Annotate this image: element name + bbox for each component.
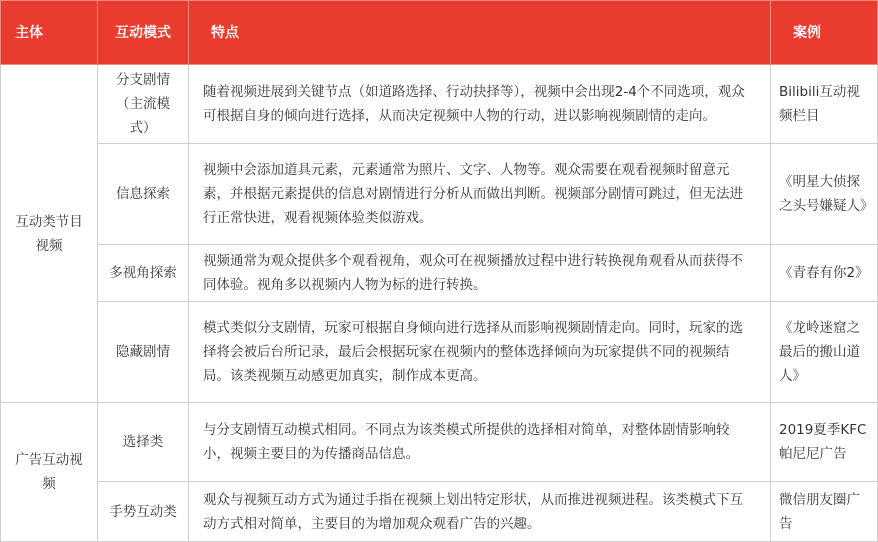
mode-cell: 多视角探索	[98, 245, 189, 302]
mode-cell: 分支剧情（主流模式）	[98, 65, 189, 144]
case-cell: 《明星大侦探之头号嫌疑人》	[771, 144, 878, 245]
case-cell: 《青春有你2》	[771, 245, 878, 302]
feature-cell: 与分支剧情互动模式相同。不同点为该类模式所提供的选择相对简单，对整体剧情影响较小，视频主要目的为传播商品信息。	[189, 403, 771, 482]
case-cell: Bilibili互动视频栏目	[771, 65, 878, 144]
table-row	[1, 482, 878, 542]
mode-cell: 信息探索	[98, 144, 189, 245]
mode-cell: 隐藏剧情	[98, 302, 189, 403]
header-case: 案例	[771, 1, 878, 65]
feature-cell: 观众与视频互动方式为通过手指在视频上划出特定形状，从而推进视频进程。该类模式下互动方式相对简单，主要目的为增加观众观看广告的兴趣。	[189, 482, 771, 542]
feature-cell: 视频通常为观众提供多个观看视角，观众可在视频播放过程中进行转换视角观看从而获得不同体验。视角多以视频内人物为标的进行转换。	[189, 245, 771, 302]
case-cell: 《龙岭迷窟之最后的搬山道人》	[771, 302, 878, 403]
table-row	[1, 245, 878, 302]
header-subject: 主体	[1, 1, 98, 65]
subject-cell: 广告互动视频	[1, 403, 98, 542]
table-header-row	[1, 1, 878, 65]
table-row	[1, 65, 878, 144]
mode-cell: 手势互动类	[98, 482, 189, 542]
feature-cell: 视频中会添加道具元素，元素通常为照片、文字、人物等。观众需要在观看视频时留意元素，并根据元素提供的信息对剧情进行分析从而做出判断。视频部分剧情可跳过，但无法进行正常快进，观看视频体验类似游戏。	[189, 144, 771, 245]
table-row	[1, 403, 878, 482]
feature-cell: 随着视频进展到关键节点（如道路选择、行动抉择等），视频中会出现2-4个不同选项，观众可根据自身的倾向进行选择，从而决定视频中人物的行动，进以影响视频剧情的走向。	[189, 65, 771, 144]
mode-cell: 选择类	[98, 403, 189, 482]
subject-cell: 互动类节目视频	[1, 65, 98, 403]
feature-cell: 模式类似分支剧情，玩家可根据自身倾向进行选择从而影响视频剧情走向。同时，玩家的选择将会被后台所记录，最后会根据玩家在视频内的整体选择倾向为玩家提供不同的视频结局。该类视频互动感更加真实，制作成本更高。	[189, 302, 771, 403]
case-cell: 微信朋友圈广告	[771, 482, 878, 542]
table-row	[1, 302, 878, 403]
table-row	[1, 144, 878, 245]
header-mode: 互动模式	[98, 1, 189, 65]
case-cell: 2019夏季KFC帕尼尼广告	[771, 403, 878, 482]
header-feature: 特点	[189, 1, 771, 65]
